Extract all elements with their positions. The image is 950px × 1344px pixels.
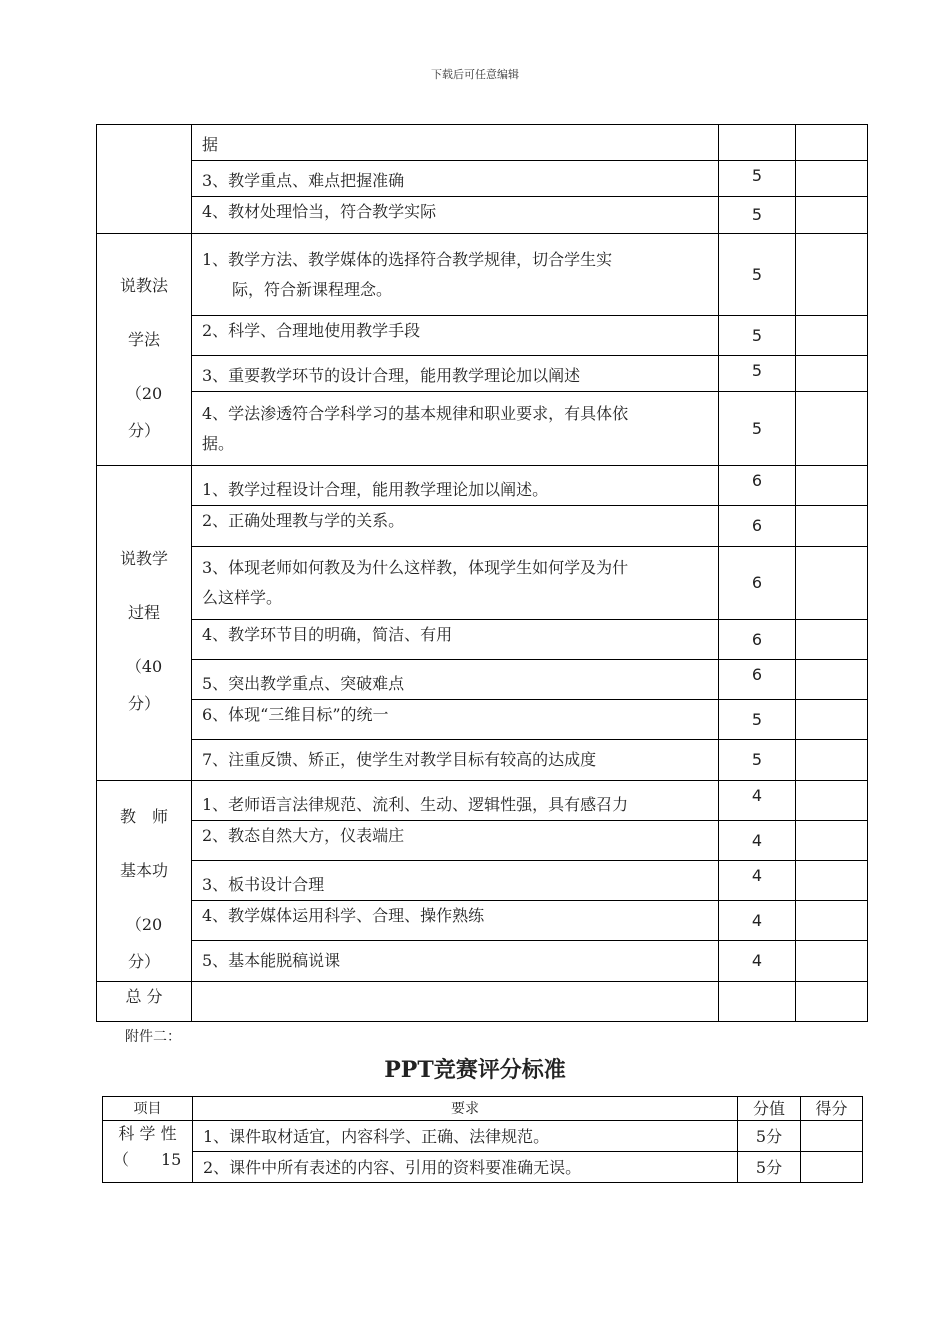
requirement-cell: 2、正确处理教与学的关系。	[192, 506, 719, 547]
requirement-cell: 4、教学媒体运用科学、合理、操作熟练	[192, 901, 719, 941]
requirement-cell: 5、突出教学重点、突破难点	[192, 660, 719, 700]
score-cell	[796, 941, 868, 982]
score-cell	[796, 901, 868, 941]
value-cell: 5分	[738, 1152, 801, 1183]
value-cell: 4	[719, 861, 796, 901]
score-cell	[796, 234, 868, 316]
requirement-cell: 4、学法渗透符合学科学习的基本规律和职业要求，有具体依 据。	[192, 392, 719, 466]
category-scientific: 科 学 性 （ 15	[103, 1121, 193, 1183]
value-cell: 5	[719, 197, 796, 234]
value-cell: 6	[719, 547, 796, 620]
requirement-cell: 2、教态自然大方，仪表端庄	[192, 821, 719, 861]
score-cell	[796, 821, 868, 861]
value-cell: 4	[719, 781, 796, 821]
value-cell: 5	[719, 356, 796, 392]
requirement-cell: 2、科学、合理地使用教学手段	[192, 316, 719, 356]
requirement-cell: 6、体现“三维目标”的统一	[192, 700, 719, 740]
requirement-cell: 4、教学环节目的明确，简洁、有用	[192, 620, 719, 660]
value-cell: 5分	[738, 1121, 801, 1152]
requirement-cell: 3、重要教学环节的设计合理，能用教学理论加以阐述	[192, 356, 719, 392]
score-cell	[796, 316, 868, 356]
score-cell	[796, 125, 868, 161]
category-cell-continued	[97, 125, 192, 234]
requirement-cell: 3、板书设计合理	[192, 861, 719, 901]
value-cell: 5	[719, 700, 796, 740]
score-cell	[801, 1121, 863, 1152]
value-cell: 5	[719, 316, 796, 356]
value-cell: 6	[719, 506, 796, 547]
score-cell	[796, 197, 868, 234]
value-cell: 6	[719, 620, 796, 660]
value-cell: 5	[719, 740, 796, 781]
value-cell	[719, 125, 796, 161]
score-cell	[796, 861, 868, 901]
score-cell	[796, 660, 868, 700]
requirement-cell: 据	[192, 125, 719, 161]
header-requirement: 要求	[193, 1097, 738, 1121]
value-cell: 5	[719, 392, 796, 466]
page-header: 下载后可任意编辑	[431, 68, 519, 81]
header-score: 得分	[801, 1097, 863, 1121]
score-cell	[796, 740, 868, 781]
value-cell: 4	[719, 821, 796, 861]
total-score-cell	[796, 982, 868, 1022]
header-value: 分值	[738, 1097, 801, 1121]
requirement-cell: 3、体现老师如何教及为什么这样教，体现学生如何学及为什 么这样学。	[192, 547, 719, 620]
score-cell	[796, 466, 868, 506]
value-cell: 4	[719, 941, 796, 982]
total-value-cell	[719, 982, 796, 1022]
header-item: 项目	[103, 1097, 193, 1121]
total-label: 总 分	[97, 982, 192, 1022]
score-cell	[796, 620, 868, 660]
attachment-label: 附件二：	[125, 1029, 181, 1045]
ppt-section-title: PPT竞赛评分标准	[384, 1057, 566, 1083]
category-teacher-basics: 教 师 基本功 （20 分）	[97, 781, 192, 982]
score-cell	[796, 161, 868, 197]
requirement-cell: 5、基本能脱稿说课	[192, 941, 719, 982]
score-cell	[796, 392, 868, 466]
requirement-cell: 4、教材处理恰当，符合教学实际	[192, 197, 719, 234]
value-cell: 5	[719, 161, 796, 197]
requirement-cell: 1、老师语言法律规范、流利、生动、逻辑性强，具有感召力	[192, 781, 719, 821]
total-requirement-cell	[192, 982, 719, 1022]
requirement-cell: 3、教学重点、难点把握准确	[192, 161, 719, 197]
score-cell	[796, 547, 868, 620]
ppt-scoring-table	[102, 1096, 863, 1183]
category-teaching-method: 说教法 学法 （20 分）	[97, 234, 192, 466]
lecture-scoring-table	[96, 124, 868, 1022]
score-cell	[796, 781, 868, 821]
requirement-cell: 1、教学方法、教学媒体的选择符合教学规律，切合学生实 际，符合新课程理念。	[192, 234, 719, 316]
category-teaching-process: 说教学 过程 （40 分）	[97, 466, 192, 781]
score-cell	[796, 700, 868, 740]
value-cell: 4	[719, 901, 796, 941]
score-cell	[796, 506, 868, 547]
value-cell: 5	[719, 234, 796, 316]
requirement-cell: 1、教学过程设计合理，能用教学理论加以阐述。	[192, 466, 719, 506]
requirement-cell: 7、注重反馈、矫正，使学生对教学目标有较高的达成度	[192, 740, 719, 781]
value-cell: 6	[719, 466, 796, 506]
score-cell	[796, 356, 868, 392]
requirement-cell: 1、课件取材适宜，内容科学、正确、法律规范。	[193, 1121, 738, 1152]
value-cell: 6	[719, 660, 796, 700]
score-cell	[801, 1152, 863, 1183]
requirement-cell: 2、课件中所有表述的内容、引用的资料要准确无误。	[193, 1152, 738, 1183]
